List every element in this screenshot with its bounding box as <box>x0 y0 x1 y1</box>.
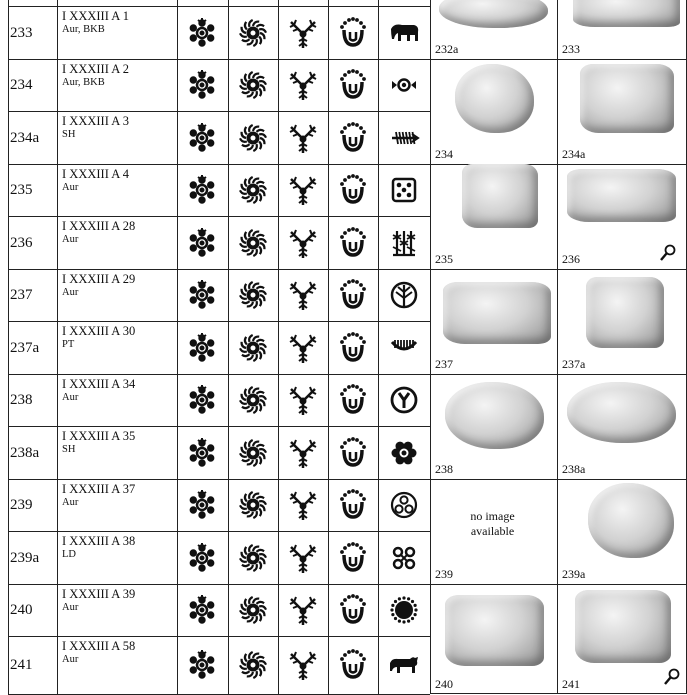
tree-in-circle-symbol-icon <box>388 279 420 311</box>
circle-y-symbol-icon <box>388 384 420 416</box>
reference-code: I XXXIII A 34 <box>62 377 136 391</box>
catalog-row <box>0 479 430 531</box>
catalog-reference <box>62 535 135 561</box>
catalog-number: 239a <box>10 549 40 566</box>
coin-photo[interactable] <box>443 282 551 344</box>
catalog-reference <box>62 430 135 456</box>
branch-symbol-icon <box>287 174 319 206</box>
coin-photo[interactable] <box>445 595 544 666</box>
catalog-row <box>0 426 430 479</box>
coin-photo[interactable] <box>573 0 680 27</box>
sun-wheel-symbol-icon <box>237 279 269 311</box>
cup-symbol-icon <box>337 227 369 259</box>
coin-photo[interactable] <box>567 169 676 222</box>
crab-symbol-icon <box>186 17 218 49</box>
coin-photo[interactable] <box>586 277 664 348</box>
coin-photo-caption: 238a <box>562 462 586 476</box>
catalog-row <box>0 216 430 269</box>
sun-wheel-symbol-icon <box>237 437 269 469</box>
catalog-row <box>0 111 430 164</box>
cup-symbol-icon <box>337 17 369 49</box>
catalog-number: 236 <box>10 234 33 251</box>
cup-symbol-icon <box>337 542 369 574</box>
catalog-reference <box>62 273 135 299</box>
crab-symbol-icon <box>186 332 218 364</box>
catalog-row <box>0 321 430 374</box>
coin-photo-caption: 234a <box>562 147 586 161</box>
reference-code: I XXXIII A 39 <box>62 587 136 601</box>
branch-symbol-icon <box>287 332 319 364</box>
sun-wheel-symbol-icon <box>237 384 269 416</box>
tree-frame-symbol-icon <box>388 227 420 259</box>
coin-photo-cell <box>557 0 687 59</box>
catalog-row <box>0 269 430 321</box>
coin-photo-cell <box>430 0 557 59</box>
coin-photo-caption: 235 <box>435 252 453 266</box>
coin-photo[interactable] <box>575 590 671 663</box>
catalog-number: 234 <box>10 77 33 93</box>
crab-symbol-icon <box>186 227 218 259</box>
coin-photo[interactable] <box>462 164 538 228</box>
coin-photo-cell <box>430 164 557 269</box>
branch-symbol-icon <box>287 542 319 574</box>
catalog-reference <box>62 640 135 666</box>
cup-symbol-icon <box>337 332 369 364</box>
reference-source: Aur <box>62 287 79 298</box>
reference-source: Aur <box>62 182 79 193</box>
coin-photo-cell <box>430 374 557 479</box>
crab-symbol-icon <box>186 649 218 681</box>
catalog-row <box>0 59 430 111</box>
reference-code: I XXXIII A 29 <box>62 272 136 286</box>
flower-symbol-icon <box>388 437 420 469</box>
reference-source: Aur, BKB <box>62 77 105 88</box>
coin-photo-caption: 239 <box>435 567 453 581</box>
fish-bone-symbol-icon <box>388 122 420 154</box>
coin-photo-caption: 240 <box>435 677 453 691</box>
catalog-reference <box>62 588 135 614</box>
coin-photo-caption: 241 <box>562 677 580 691</box>
catalog-reference <box>62 10 129 36</box>
catalog-reference <box>62 483 135 509</box>
reference-code: I XXXIII A 2 <box>62 62 130 76</box>
coin-photo-caption: 233 <box>562 42 580 56</box>
reference-code: I XXXIII A 30 <box>62 324 136 338</box>
catalog-number: 240 <box>10 602 33 618</box>
reference-source: Aur <box>62 602 79 613</box>
coin-photo-cell <box>430 269 557 374</box>
coin-photo-cell <box>430 59 557 164</box>
cup-symbol-icon <box>337 279 369 311</box>
reference-code: I XXXIII A 37 <box>62 482 136 496</box>
catalog-reference <box>62 63 129 89</box>
cup-symbol-icon <box>337 384 369 416</box>
coin-photo-cell <box>557 269 687 374</box>
branch-symbol-icon <box>287 17 319 49</box>
coin-photo-caption: 232a <box>435 42 459 56</box>
catalog-number: 239 <box>10 497 33 513</box>
coin-photo-caption: 239a <box>562 567 586 581</box>
sun-wheel-symbol-icon <box>237 594 269 626</box>
cup-symbol-icon <box>337 649 369 681</box>
catalog-number: 237 <box>10 287 33 303</box>
sun-wheel-symbol-icon <box>237 542 269 574</box>
sun-wheel-symbol-icon <box>237 122 269 154</box>
branch-symbol-icon <box>287 122 319 154</box>
catalog-row <box>0 584 430 636</box>
coin-photo-cell <box>430 584 557 694</box>
catalog-reference <box>62 220 135 246</box>
coin-photo-cell <box>430 479 557 584</box>
no-image-notice: no image available <box>470 509 515 538</box>
coin-photo[interactable] <box>439 0 548 28</box>
reference-source: SH <box>62 129 76 140</box>
magnifier-icon[interactable] <box>659 244 677 262</box>
crab-symbol-icon <box>186 279 218 311</box>
magnifier-icon[interactable] <box>663 668 681 686</box>
reference-source: Aur <box>62 654 79 665</box>
sun-wheel-symbol-icon <box>237 69 269 101</box>
sun-wheel-symbol-icon <box>237 332 269 364</box>
branch-symbol-icon <box>287 649 319 681</box>
coin-photo[interactable] <box>588 483 674 558</box>
branch-symbol-icon <box>287 384 319 416</box>
reference-code: I XXXIII A 58 <box>62 639 136 653</box>
coin-photo[interactable] <box>580 64 674 133</box>
reference-code: I XXXIII A 28 <box>62 219 136 233</box>
catalog-number: 241 <box>10 657 33 673</box>
cup-symbol-icon <box>337 594 369 626</box>
tri-dots-symbol-icon <box>388 69 420 101</box>
crab-symbol-icon <box>186 122 218 154</box>
reference-source: Aur <box>62 392 79 403</box>
catalog-row <box>0 374 430 426</box>
crab-symbol-icon <box>186 384 218 416</box>
cup-symbol-icon <box>337 69 369 101</box>
reference-source: Aur, BKB <box>62 24 105 35</box>
catalog-row <box>0 531 430 584</box>
reference-code: I XXXIII A 4 <box>62 167 130 181</box>
reference-source: PT <box>62 339 75 350</box>
coin-photo[interactable] <box>455 64 534 133</box>
triple-circle-symbol-icon <box>388 489 420 521</box>
cup-symbol-icon <box>337 489 369 521</box>
catalog-number: 238a <box>10 444 40 461</box>
catalog-reference <box>62 378 135 404</box>
sun-wheel-symbol-icon <box>237 489 269 521</box>
reference-source: SH <box>62 444 76 455</box>
cup-symbol-icon <box>337 437 369 469</box>
catalog-reference <box>62 115 129 141</box>
coin-photo-caption: 238 <box>435 462 453 476</box>
crab-symbol-icon <box>186 542 218 574</box>
coin-photo[interactable] <box>567 382 676 443</box>
branch-symbol-icon <box>287 69 319 101</box>
reference-source: LD <box>62 549 76 560</box>
cup-symbol-icon <box>337 122 369 154</box>
crab-symbol-icon <box>186 174 218 206</box>
crab-symbol-icon <box>186 437 218 469</box>
dice-symbol-icon <box>388 174 420 206</box>
catalog-number: 238 <box>10 392 33 408</box>
catalog-number: 234a <box>10 129 40 146</box>
crab-symbol-icon <box>186 489 218 521</box>
sun-disc-symbol-icon <box>388 594 420 626</box>
reference-source: Aur <box>62 497 79 508</box>
catalog-reference <box>62 168 129 194</box>
sun-wheel-symbol-icon <box>237 649 269 681</box>
comb-symbol-icon <box>388 332 420 364</box>
reference-code: I XXXIII A 3 <box>62 114 130 128</box>
four-circles-symbol-icon <box>388 542 420 574</box>
coin-photo-cell <box>557 59 687 164</box>
branch-symbol-icon <box>287 489 319 521</box>
branch-symbol-icon <box>287 594 319 626</box>
branch-symbol-icon <box>287 437 319 469</box>
sun-wheel-symbol-icon <box>237 227 269 259</box>
catalog-row <box>0 164 430 216</box>
catalog-row <box>0 636 430 694</box>
branch-symbol-icon <box>287 279 319 311</box>
coin-photo-cell <box>557 374 687 479</box>
reference-code: I XXXIII A 38 <box>62 534 136 548</box>
coin-photo-caption: 237 <box>435 357 453 371</box>
catalog-number: 235 <box>10 182 33 198</box>
catalog-number: 237a <box>10 339 40 356</box>
reference-source: Aur <box>62 234 79 245</box>
bull-symbol-icon <box>388 649 420 681</box>
coin-photo-caption: 234 <box>435 147 453 161</box>
sun-wheel-symbol-icon <box>237 174 269 206</box>
catalog-row <box>0 6 430 59</box>
crab-symbol-icon <box>186 594 218 626</box>
cup-symbol-icon <box>337 174 369 206</box>
elephant-symbol-icon <box>388 17 420 49</box>
coin-photo-cell <box>557 479 687 584</box>
reference-code: I XXXIII A 35 <box>62 429 136 443</box>
catalog-number: 233 <box>10 24 33 41</box>
catalog-reference <box>62 325 135 351</box>
coin-photo-caption: 236 <box>562 252 580 266</box>
coin-photo[interactable] <box>445 382 544 449</box>
sun-wheel-symbol-icon <box>237 17 269 49</box>
branch-symbol-icon <box>287 227 319 259</box>
coin-photo-caption: 237a <box>562 357 586 371</box>
reference-code: I XXXIII A 1 <box>62 9 130 23</box>
crab-symbol-icon <box>186 69 218 101</box>
